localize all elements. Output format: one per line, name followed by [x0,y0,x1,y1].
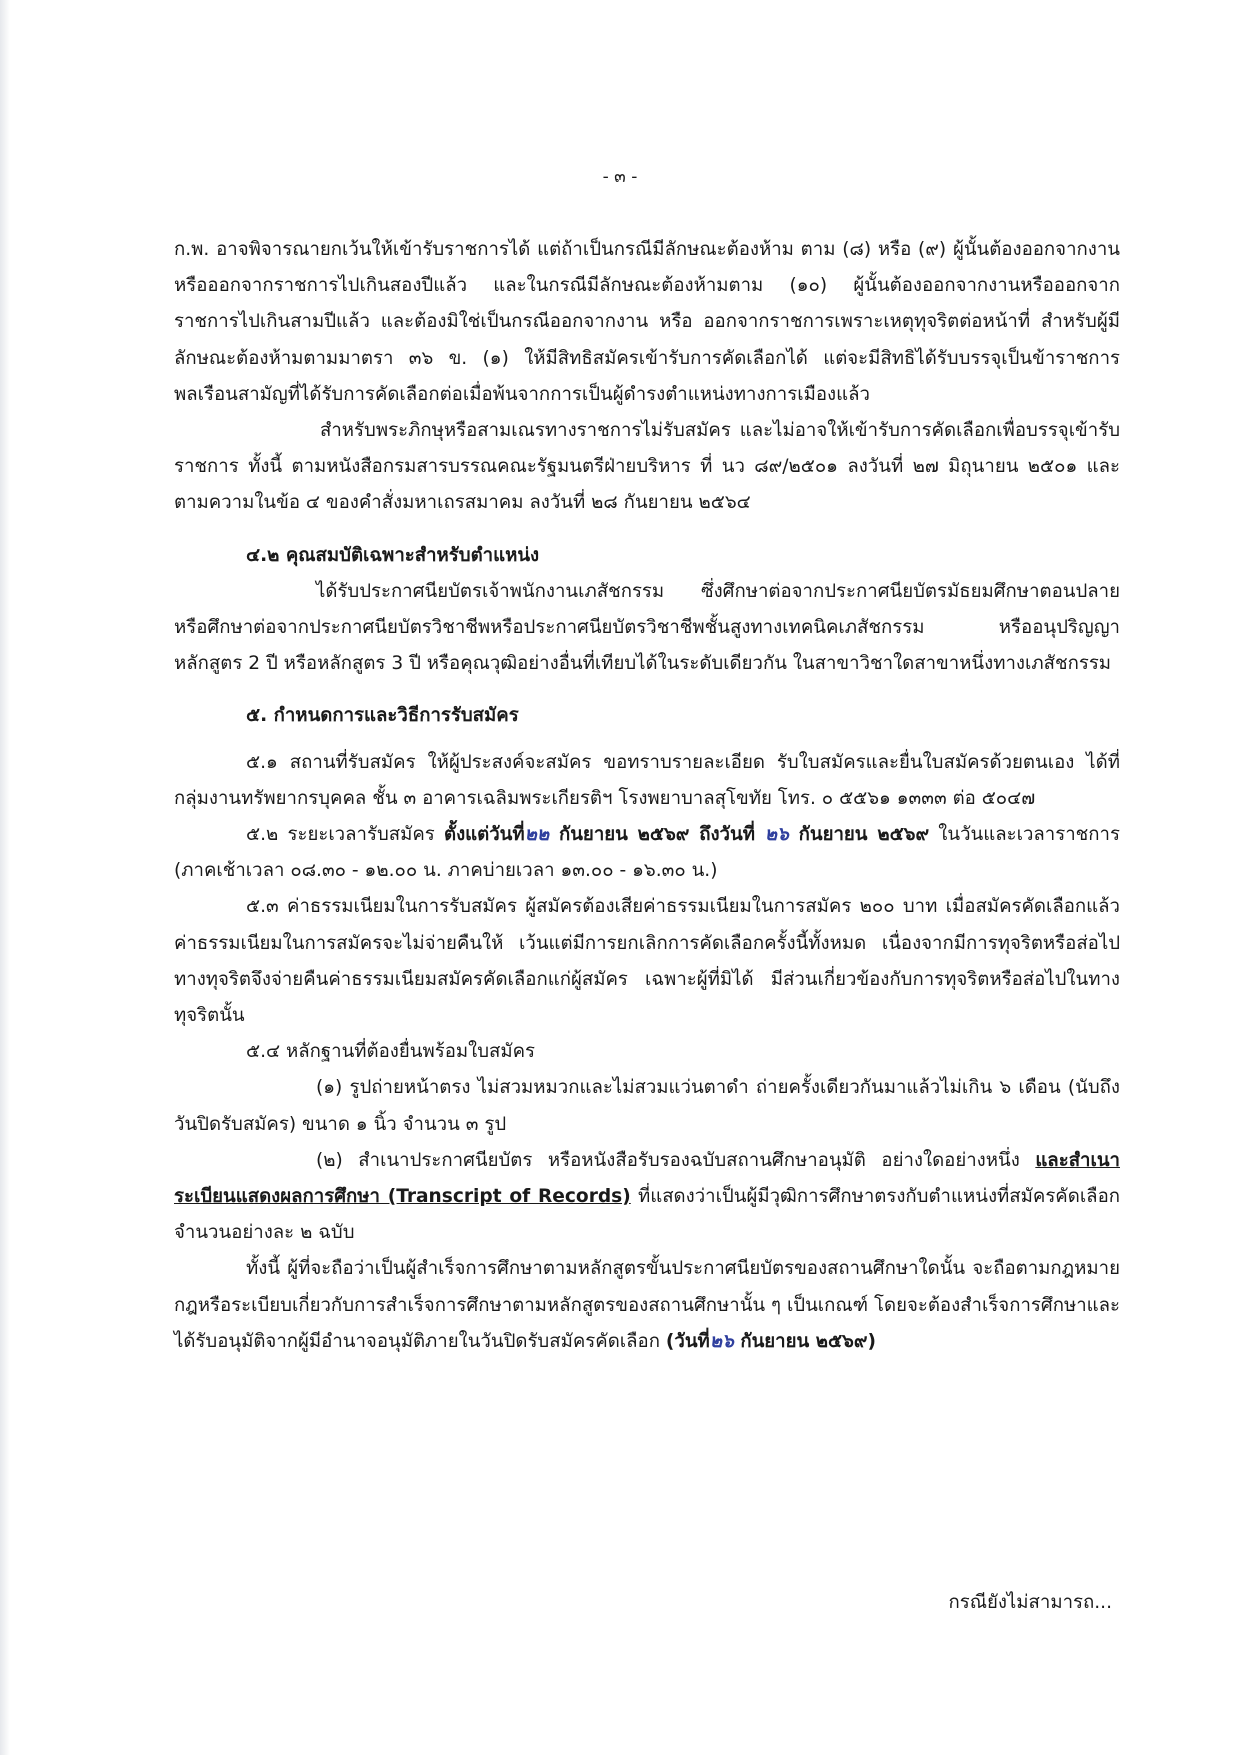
paragraph-monks: สำหรับพระภิกษุหรือสามเณรทางราชการไม่รับสมัคร และไม่อาจให้เข้ารับการคัดเลือกเพื่อบรรจุเข้ารับราชการ ทั้งนี้ ตามหนังสือกรมสารบรรณคณะรัฐมนตรีฝ่ายบริหาร ที่ นว ๘๙/๒๕๐๑ ลงวันที่ ๒๗ มิถุนายน ๒๕๐๑ และตามความในข้อ ๔ ของคำสั่งมหาเถรสมาคม ลงวันที่ ๒๘ กันยายน ๒๕๖๔ [174,420,1120,514]
handwritten-end-day: ๒๖ [764,824,789,846]
paragraph-exemption: ก.พ. อาจพิจารณายกเว้นให้เข้ารับราชการได้ แต่ถ้าเป็นกรณีมีลักษณะต้องห้าม ตาม (๘) หรือ (๙) ผู้นั้นต้องออกจากงานหรือออกจากราชการไปเกินสองปีแล้ว และในกรณีมีลักษณะต้องห้ามตาม (๑๐) ผู้นั้นต้องออกจากงานหรือออกจากราชการไปเกินสามปีแล้ว และต้องมิใช่เป็นกรณีออกจากงาน หรือ ออกจากราชการเพราะเหตุทุจริตต่อหน้าที่ สำหรับผู้มีลักษณะต้องห้ามตามมาตรา ๓๖ ข. (๑) ให้มีสิทธิสมัครเข้ารับการคัดเลือกได้ แต่จะมีสิทธิได้รับบรรจุเป็นข้าราชการพลเรือนสามัญที่ได้รับการคัดเลือกต่อเมื่อพ้นจากการเป็นผู้ดำรงตำแหน่งทางการเมืองแล้ว [174,239,1120,405]
list-item-photo: (๑) รูปถ่ายหน้าตรง ไม่สวมหมวกและไม่สวมแว่นตาดำ ถ่ายครั้งเดียวกันมาแล้วไม่เกิน ๖ เดือน (นับถึงวันปิดรับสมัคร) ขนาด ๑ นิ้ว จำนวน ๓ รูป [174,1077,1120,1135]
document-body [174,232,1120,1360]
transcript-requirement: และสำเนาระเบียนแสดงผลการศึกษา (Transcript of Records) [174,1149,1120,1208]
paragraph-5-4: ๕.๔ หลักฐานที่ต้องยื่นพร้อมใบสมัคร [246,1041,536,1063]
paragraph-qualification: ได้รับประกาศนียบัตรเจ้าพนักงานเภสัชกรรม ซึ่งศึกษาต่อจากประกาศนียบัตรมัธยมศึกษาตอนปลายหรือศึกษาต่อจากประกาศนียบัตรวิชาชีพหรือประกาศนียบัตรวิชาชีพชั้นสูงทางเทคนิคเภสัชกรรม หรืออนุปริญญา หลักสูตร 2 ปี หรือหลักสูตร 3 ปี หรือคุณวุฒิอย่างอื่นที่เทียบได้ในระดับเดียวกัน ในสาขาวิชาใดสาขาหนึ่งทางเภสัชกรรม [174,580,1120,675]
heading-4-2: ๔.๒ คุณสมบัติเฉพาะสำหรับตำแหน่ง [246,544,540,566]
continuation-note: กรณียังไม่สามารถ... [948,1592,1112,1613]
paragraph-5-3: ๕.๓ ค่าธรรมเนียมในการรับสมัคร ผู้สมัครต้องเสียค่าธรรมเนียมในการสมัคร ๒๐๐ บาท เมื่อสมัครคัดเลือกแล้ว ค่าธรรมเนียมในการสมัครจะไม่จ่ายคืนให้ เว้นแต่มีการยกเลิกการคัดเลือกครั้งนี้ทั้งหมด เนื่องจากมีการทุจริตหรือส่อไปทางทุจริตจึงจ่ายคืนค่าธรรมเนียมสมัครคัดเลือกแก่ผู้สมัคร เฉพาะผู้ที่มิได้ มีส่วนเกี่ยวข้องกับการทุจริตหรือส่อไปในทางทุจริตนั้น [174,896,1120,1027]
page-number: - ๓ - [602,167,638,187]
list-item-certificate: (๒) สำเนาประกาศนียบัตร หรือหนังสือรับรองฉบับสถานศึกษาอนุมัติ อย่างใดอย่างหนึ่ง และสำเนาระเบียนแสดงผลการศึกษา (Transcript of Records) ที่แสดงว่าเป็นผู้มีวุฒิการศึกษาตรงกับตำแหน่งที่สมัครคัดเลือก จำนวนอย่างละ ๒ ฉบับ [174,1149,1120,1244]
paragraph-5-2: ๕.๒ ระยะเวลารับสมัคร ตั้งแต่วันที่๒๒ กันยายน ๒๕๖๙ ถึงวันที่ ๒๖ กันยายน ๒๕๖๙ ในวันและเวลาราชการ (ภาคเช้าเวลา ๐๘.๓๐ - ๑๒.๐๐ น. ภาคบ่ายเวลา ๑๓.๐๐ - ๑๖.๓๐ น.) [174,824,1120,882]
handwritten-deadline-day: ๒๖ [709,1330,734,1352]
handwritten-start-day: ๒๒ [524,824,550,846]
paragraph-graduation: ทั้งนี้ ผู้ที่จะถือว่าเป็นผู้สำเร็จการศึกษาตามหลักสูตรขั้นประกาศนียบัตรของสถานศึกษาใดนั้น จะถือตามกฎหมาย กฎหรือระเบียบเกี่ยวกับการสำเร็จการศึกษาตามหลักสูตรของสถานศึกษานั้น ๆ เป็นเกณฑ์ โดยจะต้องสำเร็จการศึกษาและได้รับอนุมัติจากผู้มีอำนาจอนุมัติภายในวันปิดรับสมัครคัดเลือก (วันที่๒๖ กันยายน ๒๕๖๙) [174,1258,1121,1352]
paragraph-5-1: ๕.๑ สถานที่รับสมัคร ให้ผู้ประสงค์จะสมัคร ขอทราบรายละเอียด รับใบสมัครและยื่นใบสมัครด้วยตนเอง ได้ที่กลุ่มงานทรัพยากรบุคคล ชั้น ๓ อาคารเฉลิมพระเกียรติฯ โรงพยาบาลสุโขทัย โทร. ๐ ๕๕๖๑ ๑๓๓๓ ต่อ ๕๐๔๗ [174,751,1120,809]
heading-5: ๕. กำหนดการและวิธีการรับสมัคร [246,705,519,727]
